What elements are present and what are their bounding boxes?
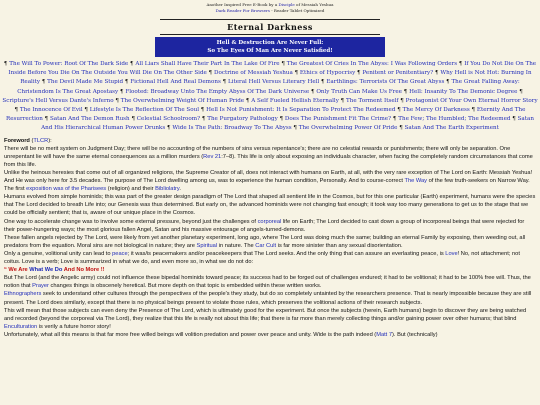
nav-separator: ¶	[130, 61, 136, 67]
nav-link[interactable]: Satan And The Earth Experiment	[404, 125, 499, 132]
nav-separator: ¶	[403, 88, 410, 95]
nav-separator: ¶	[446, 79, 452, 86]
nav-separator: ¶	[397, 107, 403, 114]
ebook-note: Another Inspired Free E-Book by a	[206, 2, 278, 7]
nav-link[interactable]: Doctrine of Messiah Yeshua	[213, 70, 293, 77]
nav-link[interactable]: Earthlings: Terrorists Of The Great Abyss	[326, 79, 445, 86]
nav-separator: ¶	[340, 97, 346, 104]
nav-separator: ¶	[84, 107, 90, 114]
the-way-link[interactable]: The Way	[404, 178, 428, 185]
nav-link[interactable]: The Greatest Of Cries In The Abyss: I Was Following Orders	[286, 61, 458, 67]
nav-link[interactable]: Hell: Insanity To The Demonic Degree	[409, 88, 518, 95]
nav-separator: ¶	[281, 61, 287, 67]
tablet-note: - Reader Tablet Optimized	[271, 7, 325, 13]
car-cult-link[interactable]: Car Cult	[255, 242, 277, 249]
nav-separator: ¶	[400, 97, 406, 104]
paragraph-1	[4, 145, 536, 169]
spiritual-link[interactable]: Spiritual	[196, 242, 218, 249]
matt-7-link[interactable]: Matt 7	[376, 331, 393, 338]
nav-link[interactable]: The Few; The Humbled; The Redeemed	[398, 116, 511, 123]
text: in nature. The	[217, 242, 256, 249]
text: This will mean that those subjects can even deny the Presence of The Lord, which is ultimately good for the experiment. But once the subjects (herein, Earth humans) begin to discover they are being watched and recorded (beyond the corporeal via The Lord), they realize that this life is really not about this life; that there is far more than merely collecting things and/or gaining power over other humans; that blind	[4, 307, 527, 322]
nav-separator: ¶	[44, 116, 50, 123]
subtitle-line-1: Hell & Destruction Are Never Full:	[216, 40, 324, 46]
text: :7–8). This life is only about exposing an individuals character, when facing the completely random circumstances that come from this life.	[4, 153, 533, 168]
subtitle-banner	[155, 37, 385, 57]
nav-link[interactable]: Scripture's Hell Versus Dante's Inferno	[2, 97, 114, 104]
text: One way to accelerate change was to involve some external pressure, beyond just the challenges of	[4, 218, 258, 225]
nav-separator: ¶	[434, 70, 441, 77]
paragraph-10	[4, 307, 536, 331]
nav-link[interactable]: Wide Is The Path: Broadway To The Abyss	[172, 125, 292, 132]
text: life on Earth; The Lord decided to cast down a group of incorporeal beings that were rejected for their power-hungering ways; the most glorious fallen Angel, Satan and his massive entourage of angels-turned-demons.	[4, 218, 525, 233]
nav-link[interactable]: The Will To Power: Root Of The Dark Side	[9, 61, 129, 67]
dark-reader-link[interactable]: Dark Reader	[215, 7, 242, 13]
text: (religion) and their	[106, 186, 156, 193]
for-browsers-link[interactable]: For Browsers	[242, 7, 270, 13]
nav-link[interactable]: The Great Falling Away: Christendom Is The Great Apostasy	[17, 79, 520, 95]
nav-link[interactable]: Only Truth Can Make Us Free	[316, 88, 402, 95]
nav-separator: ¶	[458, 61, 465, 67]
paragraph-8	[4, 274, 536, 290]
nav-separator: ¶	[166, 125, 173, 132]
nav-link[interactable]: Lifestyle Is The Reflection Of The Soul	[89, 107, 200, 114]
disciple-link[interactable]: Disciple	[278, 2, 295, 7]
quote-close: And No More !!	[62, 267, 105, 274]
top-meta	[0, 0, 540, 13]
nav-link[interactable]: The Devil Made Me Stupid	[47, 79, 124, 86]
text: is far more sinister than any sexual disorientation.	[276, 242, 403, 249]
text: ). But (technically)	[392, 331, 438, 338]
rev-21-link[interactable]: Rev 21	[203, 153, 222, 160]
pharisees-link[interactable]: exposition was of the Pharisees	[26, 186, 107, 193]
text: seek to understand other cultures through the perspectives of the people's they study, but do so completely untainted by the researchers presence. That is nearly impossible because they are still present. The Lord does similarly, except that there is no physical beings present to violate those rules, which preserves the volitional actions of their research subjects.	[4, 291, 532, 306]
nav-link[interactable]: Does The Punishment Fit The Crime?	[284, 116, 392, 123]
corporeal-link[interactable]: corporeal	[257, 218, 282, 225]
tlcr-link[interactable]: TLCR	[33, 137, 49, 144]
nav-link[interactable]: The Innocence Of Evil	[19, 107, 83, 114]
nav-separator: ¶	[471, 107, 477, 114]
nav-separator: ¶	[512, 116, 518, 123]
foreword-label: Foreword	[4, 137, 30, 144]
nav-link[interactable]: Satan And His Hierarchical Human Power Drunks	[41, 116, 534, 132]
nav-separator: ¶	[200, 107, 207, 114]
paragraph-5	[4, 234, 536, 250]
nav-link[interactable]: The Purgatory Pathology	[207, 116, 278, 123]
top-meta-line-2	[0, 8, 540, 14]
nav-separator: ¶	[357, 70, 363, 77]
nav-separator: ¶	[392, 116, 399, 123]
text: .	[179, 186, 181, 193]
messiah-note: of Messiah Yeshua	[296, 2, 334, 7]
text: Only a genuine, volitional unity can lead to	[4, 250, 113, 257]
nav-separator: ¶	[201, 116, 208, 123]
nav-separator: ¶	[310, 88, 317, 95]
foreword-heading-line: Foreword (TLCR):	[4, 137, 52, 144]
text: changes things is obscenely heretical. But more depth on that topic is embedded within these written works.	[48, 283, 322, 290]
nav-separator: ¶	[115, 97, 121, 104]
prayer-link[interactable]: Prayer	[32, 283, 49, 290]
peace-link[interactable]: peace	[112, 250, 128, 257]
nav-separator: ¶	[131, 116, 137, 123]
chapter-nav	[2, 60, 538, 134]
nav-link[interactable]: Literal Hell Versus Literary Hell	[227, 79, 320, 86]
paragraph-6	[4, 250, 536, 266]
page-title: Eternal Darkness	[160, 19, 380, 35]
foreword-content	[4, 137, 536, 339]
nav-link[interactable]: Celestial Schoolroom?	[136, 116, 201, 123]
nav-link[interactable]: A Self Fueled Hellish Eternally	[251, 97, 339, 104]
ethnographers-link[interactable]: Ethnographers	[4, 291, 42, 298]
what-we-do-link[interactable]: What We Do	[29, 267, 63, 274]
nav-link[interactable]: Eternity And The Resurrection	[6, 107, 526, 123]
text: But The Lord (and the Angelic army) could not influence these bipedal hominids toward peace; its success had to be forged out of challenges endured; it had to be volitional; it had to be 100% free will. Thus, the notion that	[4, 275, 531, 290]
nav-link[interactable]: The Mercy Of Darkness	[402, 107, 470, 114]
subtitle-line-2: So The Eyes Of Man Are Never Satisfied!	[207, 48, 333, 54]
nav-link[interactable]: Ethics of Hypocrisy	[299, 70, 356, 77]
nav-separator: ¶	[41, 79, 48, 86]
nav-separator: ¶	[293, 125, 299, 132]
nav-separator: ¶	[245, 97, 252, 104]
paragraph-2	[4, 169, 536, 193]
nav-separator: ¶	[279, 116, 285, 123]
paragraph-3: Humans evolved from simple hominids; this was part of the greater design paradigm of The Lord that shaped all sentient life in the Cosmos, but for this one particular (Earth) experiment, humans were the species that The Lord decided to breath Life into; our Genesis was thus determined. But early on, the advanced hominids were not changing fast enough; it took way too many generations to get us to the stage that we could be officially sentient; that is, aware of our unique place in the Cosmos.	[4, 194, 536, 217]
paragraph-4	[4, 218, 536, 234]
nav-link[interactable]: If You Do Not Die On The Inside Before You Die On The Outside You Will Die On The Other Side	[8, 61, 537, 77]
nav-link[interactable]: Why Hell is Not Hot: Burning In Reality	[20, 70, 532, 86]
nav-separator: ¶	[222, 79, 228, 86]
text: Unfortunately, what all this means is that far more free willed beings will volition predation and power over peace and unity. Wide is the path indeed (	[4, 331, 377, 338]
text: ; it was/is peacemakers and/or peacekeepers that The Lord seeks. And the only thing that can assure an everlasting peace, is	[127, 250, 446, 257]
nav-link[interactable]: The Overwhelming Weight Of Human Pride	[120, 97, 245, 104]
nav-link[interactable]: The Torment Itself	[346, 97, 399, 104]
bibliolatry-link[interactable]: Bibliolatry	[155, 186, 180, 193]
nav-link[interactable]: Satan And The Demon Rush	[49, 116, 130, 123]
text: There will be no merit system on Judgment Day; there will be no accounting of the numbers of sins versus repentance's; there are no celestial rewards or punishments; there will only be separation. One unrepentant lie will have the same eternal consequences as a million murders (	[4, 145, 511, 160]
nav-separator: ¶	[399, 125, 405, 132]
nav-link[interactable]: Penitent or Penitentiary?	[362, 70, 434, 77]
nav-link[interactable]: Flooted: Broadway Unto The Empty Abyss Of The Dark Universe	[125, 88, 310, 95]
nav-separator: ¶	[294, 70, 300, 77]
nav-link[interactable]: Protagonist Of Your Own Eternal Horror Story	[405, 97, 538, 104]
nav-separator: ¶	[14, 107, 20, 114]
enculturation-link[interactable]: Enculturation	[4, 323, 38, 330]
text: These fallen angels rejected by The Lord, were likely from yet another planetary experiment, long ago, where The Lord was doing much the same; building an eternal Family by exposing, then weeding out, all predators from the equation. Moral sins are not biological in nature; they are	[4, 234, 526, 249]
paragraph-7	[4, 266, 536, 274]
text: of the few truth-seekers on Narrow Way. The first	[4, 178, 530, 193]
text: is verily a future horror story!	[37, 323, 111, 330]
nav-link[interactable]: All Liars Shall Have Their Part In The Lake Of Fire	[135, 61, 280, 67]
text: ! No, not attachment; not coitus. Love is a verb; Love is summarized in what we do, and even more so, in what we do not do:	[4, 250, 520, 266]
nav-separator: ¶	[519, 88, 523, 95]
nav-separator: ¶	[321, 79, 327, 86]
nav-separator: ¶	[119, 88, 126, 95]
paragraph-9	[4, 290, 536, 306]
nav-link[interactable]: Hell Is Not Punishment: It Is Separation To Protect The Redeemed	[206, 107, 396, 114]
text: Unlike the heinous heresies that come out of all organized religions, the Supreme Creator of all, does not interact with humans on Earth, at all, with the very rare exception of The Lord on Earth: Messiah Yeshua! And He was only here for 3.5 decades. The purpose of The Lord dwelling among us, was to experience the human condition, Personally. And to course-correct	[4, 170, 533, 185]
nav-separator: ¶	[124, 79, 131, 86]
quote-open: “ We Are	[4, 267, 30, 274]
paragraph-11	[4, 331, 536, 339]
nav-separator: ¶	[208, 70, 214, 77]
nav-separator: ¶	[3, 61, 10, 67]
nav-link[interactable]: The Overwhelming Power Of Pride	[298, 125, 398, 132]
nav-link[interactable]: Fictional Hell And Real Demons	[130, 79, 221, 86]
love-link[interactable]: Love	[445, 250, 458, 257]
